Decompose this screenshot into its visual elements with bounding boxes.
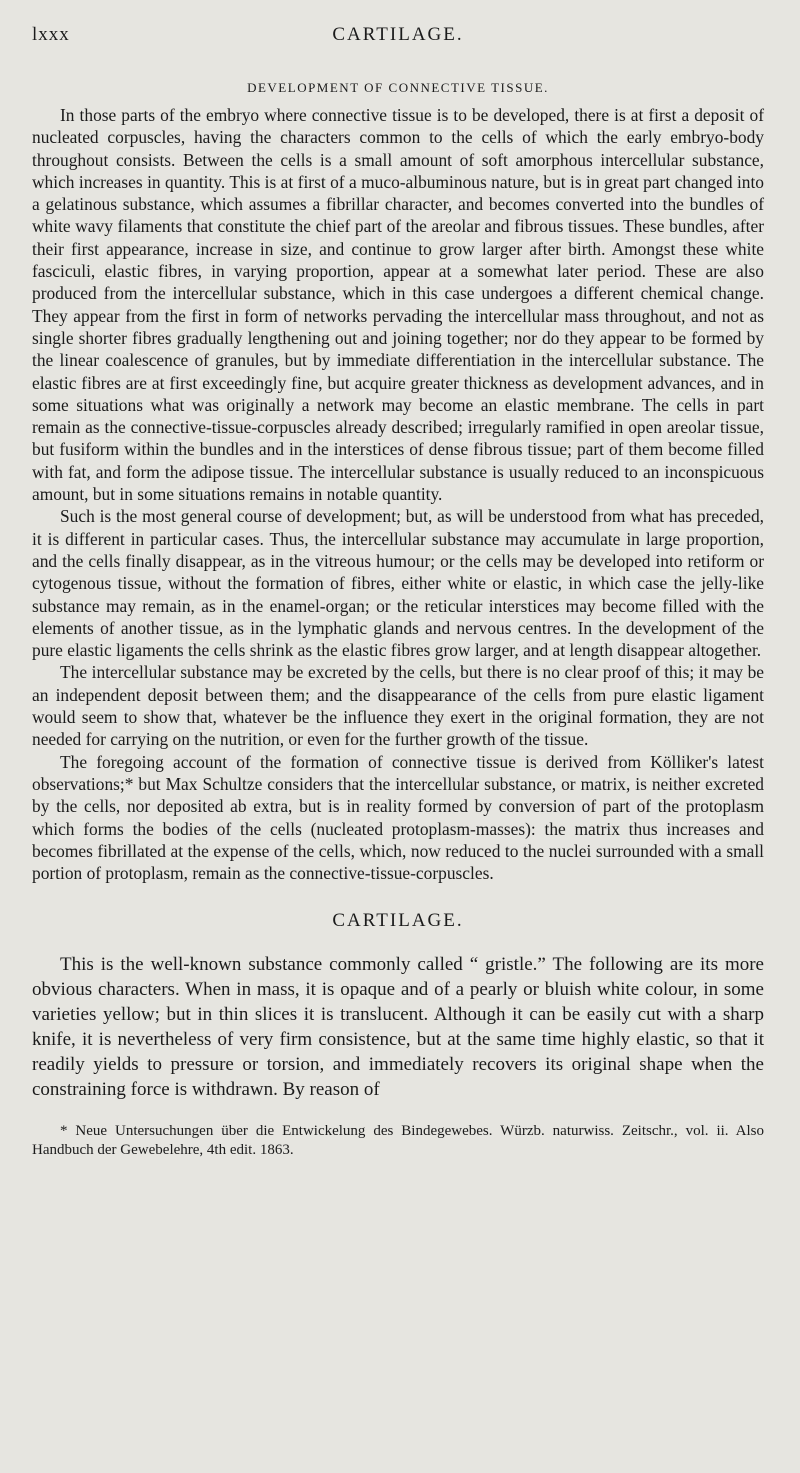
- running-title: CARTILAGE.: [332, 24, 464, 45]
- page-number: lxxx: [32, 24, 70, 45]
- running-head: [32, 24, 764, 64]
- paragraph: The foregoing account of the formation of connective tissue is derived from Kölliker's latest observations;* but Max Schultze considers that the intercellular substance, or matrix, is neither excreted by the cells, nor deposited ab extra, but is in reality formed by conversion of part of the protoplasm which forms the bodies of the cells (nucleated protoplasm-masses): the matrix thus increases and becomes fibrillated at the expense of the cells, which, now reduced to the nuclei surrounded with a small portion of protoplasm, remain as the connective-tissue-corpuscles.: [32, 751, 764, 884]
- paragraph: In those parts of the embryo where connective tissue is to be developed, there is at first a deposit of nucleated corpuscles, having the characters common to the cells of which the early embryo-body throughout consists. Between the cells is a small amount of soft amorphous intercellular substance, which increases in quantity. This is at first of a muco-albuminous nature, but is in great part changed into a gelatinous substance, which assumes a fibrillar character, and becomes converted into the bundles of white wavy filaments that constitute the chief part of the areolar and fibrous tissues. These bundles, after their first appearance, increase in size, and continue to grow larger after birth. Amongst these white fasciculi, elastic fibres, in varying proportion, appear at a somewhat later period. These are also produced from the intercellular substance, which in this case undergoes a different chemical change. They appear from the first in form of networks pervading the intercellular mass throughout, and not as single shorter fibres gradually lengthening out and joining together; nor do they appear to be formed by the linear coalescence of granules, but by immediate differentiation in the intercellular substance. The elastic fibres are at first exceedingly fine, but acquire greater thickness as development advances, and in some situations what was originally a network may become an elastic membrane. The cells in part remain as the connective-tissue-corpuscles already described; irregularly ramified in open areolar tissue, but fusiform within the bundles and in the interstices of dense fibrous tissue; part of them become filled with fat, and form the adipose tissue. The intercellular substance is usually reduced to an inconspicuous amount, but in some situations remains in notable quantity.: [32, 105, 764, 505]
- footnote: * Neue Untersuchungen über die Entwickelung des Bindegewebes. Würzb. naturwiss. Zeitschr., vol. ii. Also Handbuch der Gewebelehre, 4th edit. 1863.: [32, 1123, 764, 1159]
- paragraph: Such is the most general course of development; but, as will be understood from what has preceded, it is different in particular cases. Thus, the intercellular substance may accumulate in large proportion, and the cells finally disappear, as in the vitreous humour; or the cells may be developed into retiform or cytogenous tissue, without the formation of fibres, either white or elastic, in which case the jelly-like substance may remain, as in the enamel-organ; or the reticular interstices may become filled with the elements of another tissue, as in the lymphatic glands and nervous centres. In the development of the pure elastic ligaments the cells shrink as the elastic fibres grow larger, and at length disappear altogether.: [32, 506, 764, 661]
- paragraph: The intercellular substance may be excreted by the cells, but there is no clear proof of this; it may be an independent deposit between them; and the disappearance of the cells from pure elastic ligament would seem to show that, whatever be the influence they exert in the original formation, they are not needed for carrying on the nutrition, or even for the further growth of the tissue.: [32, 662, 764, 750]
- cartilage-heading: CARTILAGE.: [332, 910, 464, 932]
- cartilage-paragraph: This is the well-known substance commonly called “ gristle.” The following are its more obvious characters. When in mass, it is opaque and of a pearly or bluish white colour, in some varieties yellow; but in thin slices it is translucent. Although it can be easily cut with a sharp knife, it is nevertheless of very firm consistence, but at the same time highly elastic, so that it readily yields to pressure or torsion, and immediately recovers its original shape when the constraining force is withdrawn. By reason of: [32, 954, 764, 1101]
- section-heading: DEVELOPMENT OF CONNECTIVE TISSUE.: [247, 80, 549, 95]
